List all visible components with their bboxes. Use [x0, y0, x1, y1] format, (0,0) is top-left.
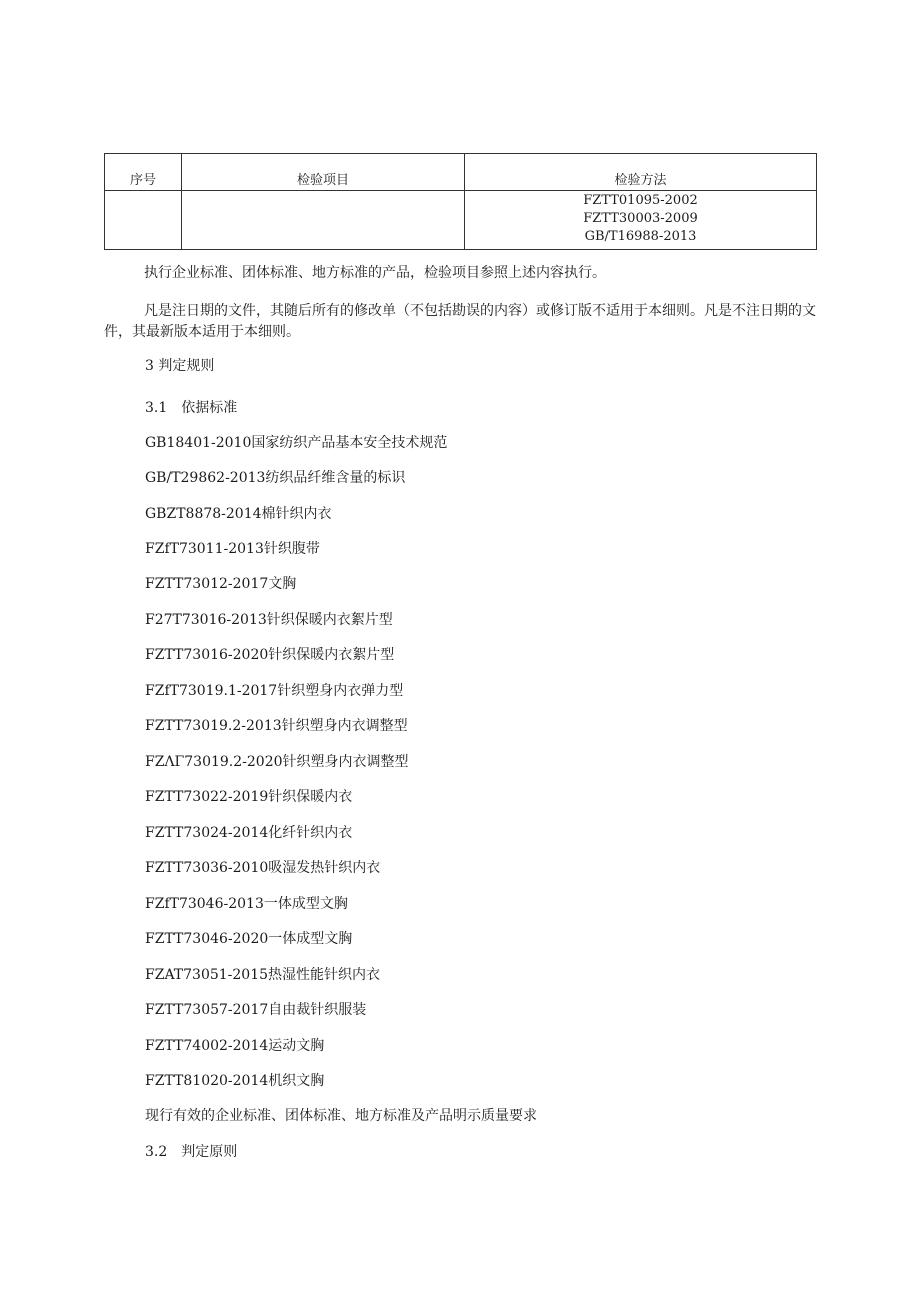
list-item: GB18401-2010国家纺织产品基本安全技术规范 [145, 435, 448, 451]
section-heading-3-1: 3.1 依据标准 [145, 400, 238, 416]
list-item: FZAT73051-2015热湿性能针织内衣 [145, 967, 381, 983]
header-item: 检验项目 [182, 154, 465, 191]
list-item: FZΛΓ73019.2-2020针织塑身内衣调整型 [145, 754, 409, 770]
list-item: FZTT73016-2020针织保暖内衣絮片型 [145, 647, 395, 663]
list-item: FZTT81020-2014机织文胸 [145, 1073, 325, 1089]
list-item: F27T73016-2013针织保暖内衣絮片型 [145, 612, 393, 628]
list-item: FZTT73012-2017文胸 [145, 576, 297, 592]
cell-seq [105, 191, 182, 250]
list-item: GB/T29862-2013纺织品纤维含量的标识 [145, 470, 406, 486]
list-item: FZfT73011-2013针织腹带 [145, 541, 320, 557]
list-item: FZTT73019.2-2013针织塑身内衣调整型 [145, 718, 408, 734]
list-item: FZTT74002-2014运动文胸 [145, 1038, 325, 1054]
method-line: GB/T16988-2013 [584, 229, 697, 244]
list-item: FZTT73022-2019针织保暖内衣 [145, 789, 353, 805]
list-item: FZTT73046-2020一体成型文胸 [145, 931, 353, 947]
list-item: FZTT73036-2010吸湿发热针织内衣 [145, 860, 381, 876]
list-item: FZfT73019.1-2017针织塑身内衣弹力型 [145, 683, 404, 699]
table-header-row [105, 154, 817, 191]
table-row [105, 191, 817, 250]
section-heading-3: 3 判定规则 [145, 358, 215, 374]
list-item: GBZT8878-2014棉针织内衣 [145, 506, 332, 522]
closing-statement: 现行有效的企业标准、团体标准、地方标准及产品明示质量要求 [145, 1108, 537, 1124]
cell-methods [465, 191, 817, 250]
section-heading-3-2: 3.2 判定原则 [145, 1144, 238, 1160]
method-line: FZTT30003-2009 [583, 211, 698, 226]
paragraph-dated-documents: 凡是注日期的文件，其随后所有的修改单（不包括勘误的内容）或修订版不适用于本细则。凡是不注日期的文件，其最新版本适用于本细则。 [104, 303, 816, 340]
header-seq: 序号 [105, 154, 182, 191]
paragraph-enterprise-standards: 执行企业标准、团体标准、地方标准的产品，检验项目参照上述内容执行。 [144, 265, 606, 281]
list-item: FZfT73046-2013一体成型文胸 [145, 896, 348, 912]
method-line: FZTT01095-2002 [583, 193, 698, 208]
list-item: FZTT73057-2017自由裁针织服装 [145, 1002, 367, 1018]
cell-item [182, 191, 465, 250]
list-item: FZTT73024-2014化纤针织内衣 [145, 825, 353, 841]
header-method: 检验方法 [465, 154, 817, 191]
inspection-table [104, 153, 817, 250]
